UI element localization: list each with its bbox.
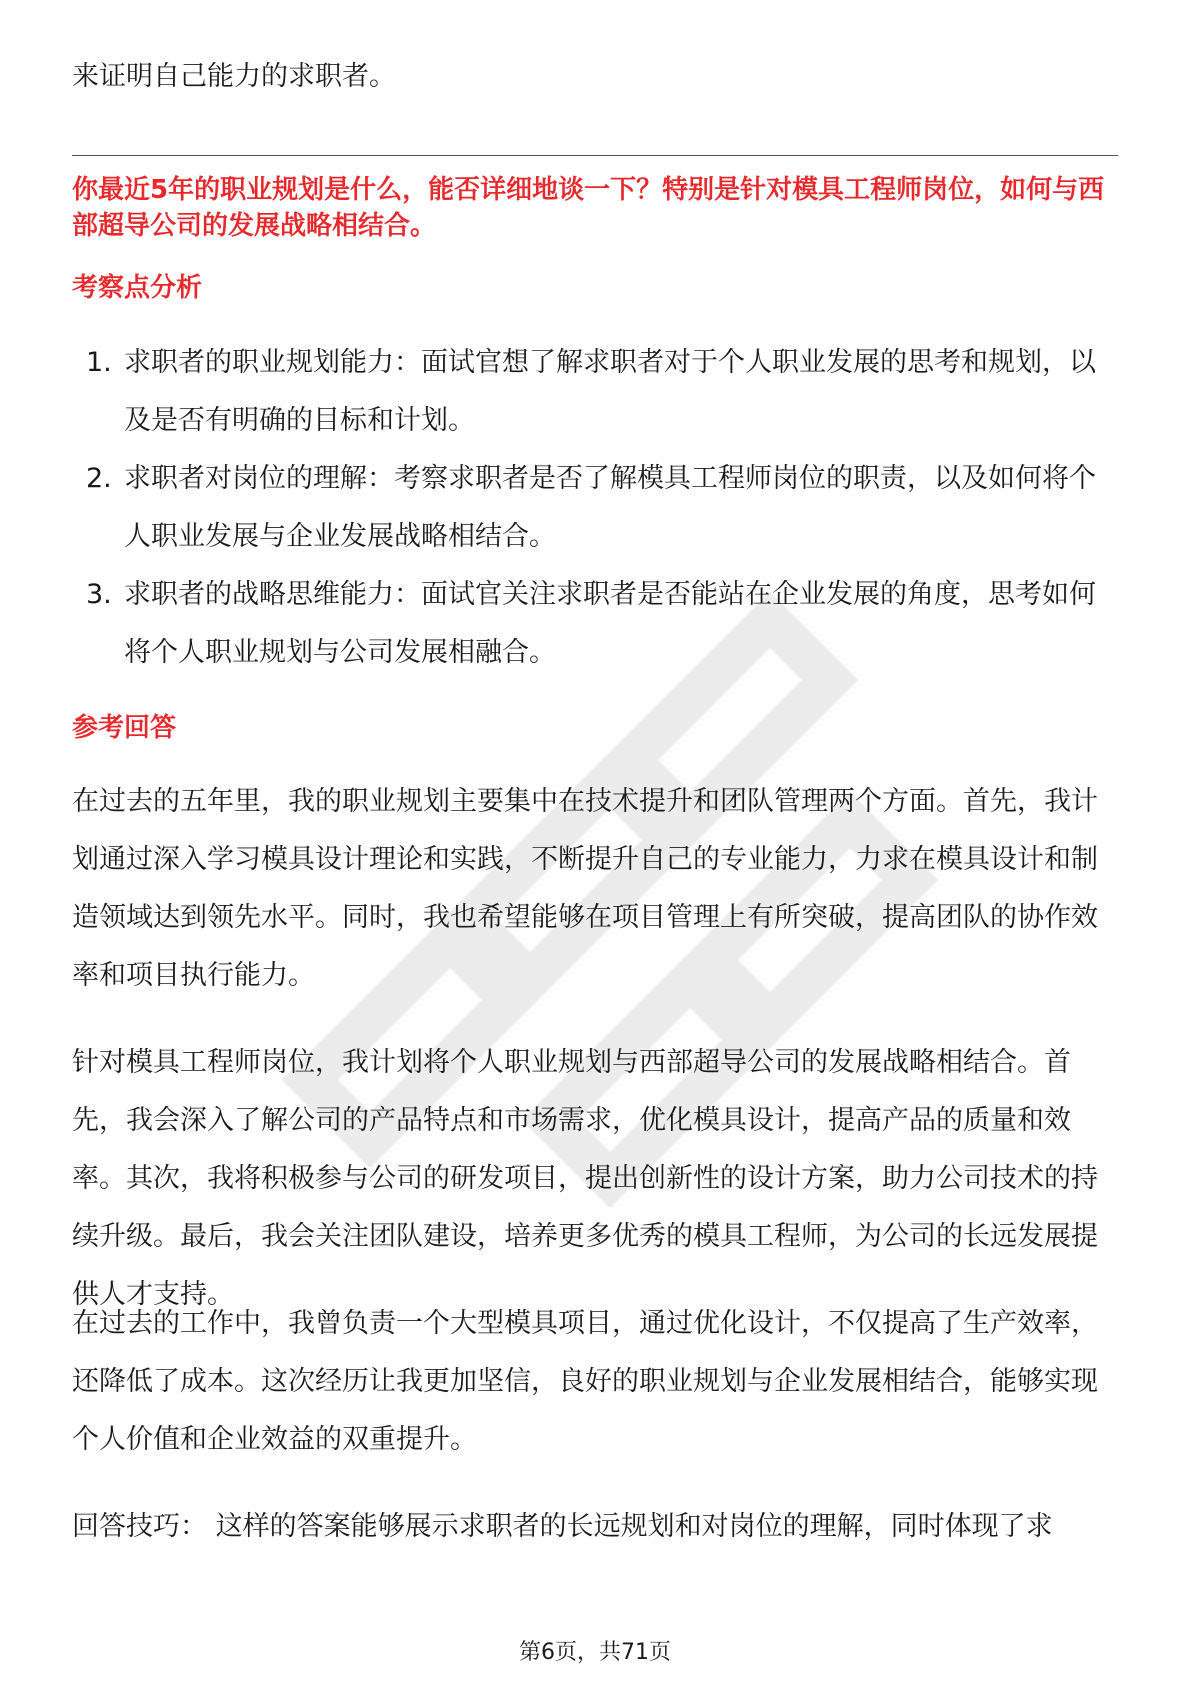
lead-text: 来证明自己能力的求职者。 — [72, 61, 396, 92]
answer-tip: 回答技巧： 这样的答案能够展示求职者的长远规划和对岗位的理解，同时体现了求 — [72, 1511, 1053, 1542]
list-number: 1. — [86, 347, 112, 378]
list-number: 3. — [86, 579, 112, 610]
divider — [72, 155, 1118, 156]
answer-title: 参考回答 — [72, 713, 177, 743]
page-number-footer: 第6页，共71页 — [519, 1640, 671, 1665]
list-item-text: 求职者对岗位的理解：考察求职者是否了解模具工程师岗位的职责，以及如何将个人职业发展与企业发展战略相结合。 — [124, 463, 1096, 552]
answer-paragraph: 在过去的工作中，我曾负责一个大型模具项目，通过优化设计，不仅提高了生产效率，还降低了成本。这次经历让我更加坚信，良好的职业规划与企业发展相结合，能够实现个人价值和企业效益的双重提升。 — [72, 1308, 1098, 1455]
list-item-text: 求职者的职业规划能力：面试官想了解求职者对于个人职业发展的思考和规划，以及是否有明确的目标和计划。 — [124, 347, 1096, 436]
analysis-list — [72, 334, 1122, 682]
answer-paragraph: 针对模具工程师岗位，我计划将个人职业规划与西部超导公司的发展战略相结合。首先，我会深入了解公司的产品特点和市场需求，优化模具设计，提高产品的质量和效率。其次，我将积极参与公司的研发项目，提出创新性的设计方案，助力公司技术的持续升级。最后，我会关注团队建设，培养更多优秀的模具工程师，为公司的长远发展提供人才支持。 — [72, 1047, 1098, 1310]
answer-paragraph: 在过去的五年里，我的职业规划主要集中在技术提升和团队管理两个方面。首先，我计划通过深入学习模具设计理论和实践，不断提升自己的专业能力，力求在模具设计和制造领域达到领先水平。同时，我也希望能够在项目管理上有所突破，提高团队的协作效率和项目执行能力。 — [72, 786, 1098, 991]
list-item — [72, 566, 1122, 682]
list-item — [72, 334, 1122, 450]
question-heading: 你最近5年的职业规划是什么，能否详细地谈一下？特别是针对模具工程师岗位，如何与西部超导公司的发展战略相结合。 — [72, 175, 1105, 241]
list-item — [72, 450, 1122, 566]
list-number: 2. — [86, 463, 112, 494]
list-item-text: 求职者的战略思维能力：面试官关注求职者是否能站在企业发展的角度，思考如何将个人职业规划与公司发展相融合。 — [124, 579, 1096, 668]
analysis-title: 考察点分析 — [72, 273, 203, 303]
